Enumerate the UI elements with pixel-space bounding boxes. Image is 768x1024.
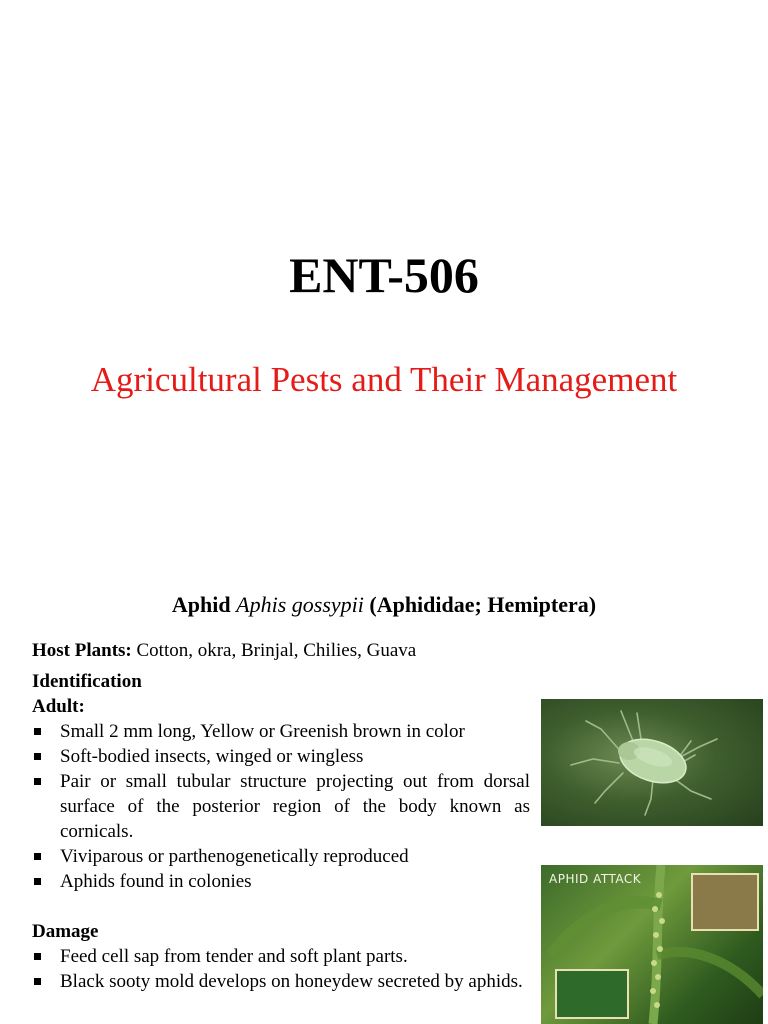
classification: (Aphididae; Hemiptera) — [369, 592, 597, 617]
list-item: Small 2 mm long, Yellow or Greenish brown in color — [32, 719, 530, 744]
list-item: Feed cell sap from tender and soft plant parts. — [32, 944, 530, 969]
spacer — [32, 894, 530, 919]
aphid-attack-photo — [541, 865, 763, 1024]
common-name: Aphid — [171, 592, 231, 617]
infested-plant-inset — [555, 969, 629, 1019]
host-plants — [32, 638, 530, 663]
adult-list — [32, 719, 530, 894]
scientific-name: Aphis gossypii — [236, 592, 364, 617]
aphid-attack-caption: APHID ATTACK — [549, 872, 642, 886]
list-item: Black sooty mold develops on honeydew secreted by aphids. — [32, 969, 530, 994]
sooty-mold-inset — [691, 873, 759, 931]
host-plants-label: Host Plants: — [32, 640, 132, 661]
course-code: ENT-506 — [289, 247, 479, 303]
pest-slide — [0, 560, 768, 1024]
adult-heading: Adult: — [32, 696, 85, 717]
aphid-adult-photo — [541, 699, 763, 826]
list-item: Viviparous or parthenogenetically reproduced — [32, 844, 530, 869]
pest-details — [32, 638, 530, 994]
identification-heading: Identification — [32, 671, 142, 692]
aphid-illustration — [541, 699, 763, 826]
list-item: Aphids found in colonies — [32, 869, 530, 894]
pest-heading — [0, 590, 768, 620]
damage-heading: Damage — [32, 921, 99, 942]
course-subtitle: Agricultural Pests and Their Management — [90, 360, 678, 399]
damage-list — [32, 944, 530, 994]
host-plants-value: Cotton, okra, Brinjal, Chilies, Guava — [136, 640, 417, 661]
list-item: Pair or small tubular structure projecting out from dorsal surface of the posterior region of the body known as cornicals. — [32, 769, 530, 844]
list-item: Soft-bodied insects, winged or wingless — [32, 744, 530, 769]
